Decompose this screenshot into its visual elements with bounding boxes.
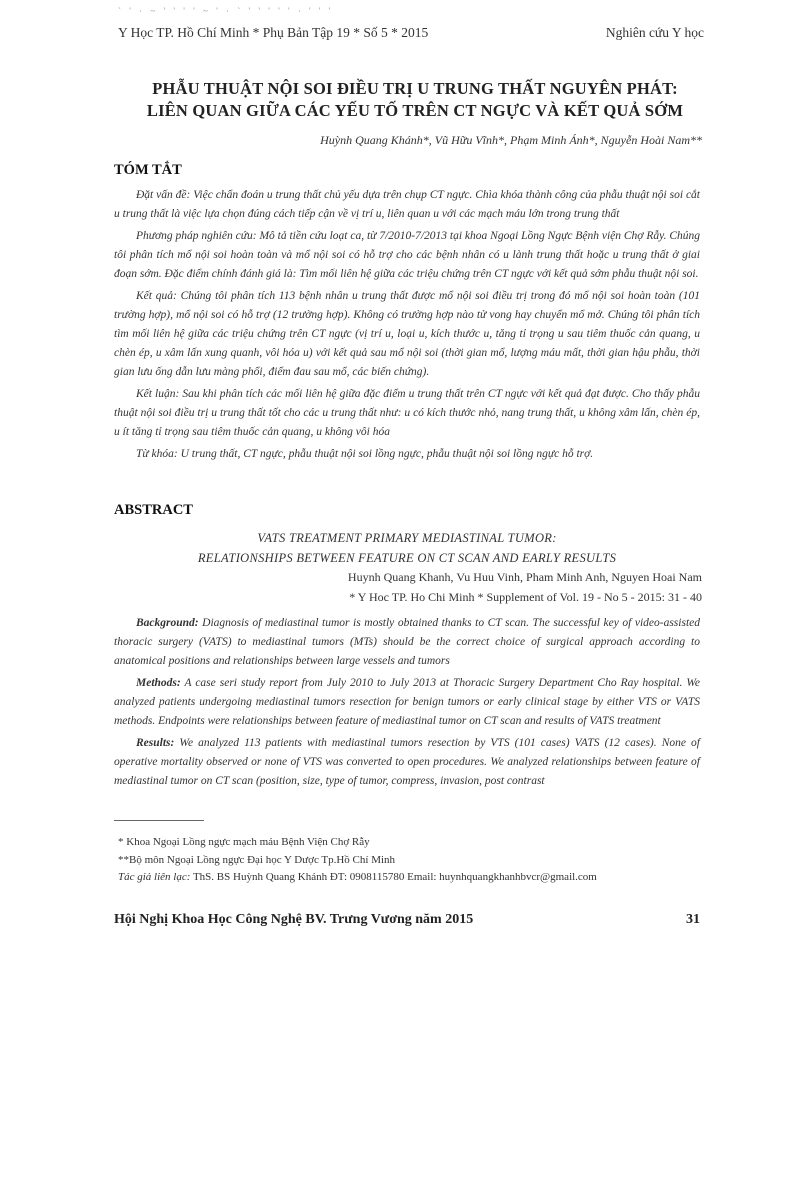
footnote-divider xyxy=(114,820,204,821)
english-title-line-2: RELATIONSHIPS BETWEEN FEATURE ON CT SCAN AND EARLY RESULTS xyxy=(197,551,617,565)
paragraph-phuong-phap xyxy=(114,227,700,284)
text-tu-khoa: U trung thất, CT ngực, phẫu thuật nội soi lồng ngực, phẫu thuật nội soi lồng ngực hỗ trợ. xyxy=(177,448,594,460)
contact-details: ThS. BS Huỳnh Quang Khánh ĐT: 0908115780 Email: huynhquangkhanhbvcr@gmail.com xyxy=(190,871,597,883)
footnote-contact xyxy=(118,871,597,883)
text-background: Diagnosis of mediastinal tumor is mostly obtained thanks to CT scan. The successful key of video-assisted thoracic surgery (VATS) to mediastinal tumors (MTs) should be the correct choice of surgical approach according to anatomical positions and relationships between large vessels and tumors xyxy=(114,617,700,667)
footer-conference: Hội Nghị Khoa Học Công Nghệ BV. Trưng Vương năm 2015 xyxy=(114,912,474,927)
running-header-section: Nghiên cứu Y học xyxy=(605,25,704,40)
label-results: Results: xyxy=(136,737,175,749)
paragraph-tu-khoa xyxy=(114,445,700,464)
authors-english: Huynh Quang Khanh, Vu Huu Vinh, Pham Minh Anh, Nguyen Hoai Nam xyxy=(347,570,702,584)
label-ket-luan: Kết luận: xyxy=(136,388,180,400)
authors-vietnamese: Huỳnh Quang Khánh*, Vũ Hữu Vĩnh*, Phạm Minh Ánh*, Nguyễn Hoài Nam** xyxy=(320,133,702,147)
label-phuong-phap: Phương pháp nghiên cứu: xyxy=(136,230,257,242)
paragraph-ket-luan xyxy=(114,385,700,442)
text-dat-van-de: Việc chẩn đoán u trung thất chủ yếu dựa trên chụp CT ngực. Chìa khóa thành công của phẫu thuật nội soi cắt u trung thất là việc lựa chọn đúng cách tiếp cận về vị trí u, liên quan u với các mạch máu lớn trong trung thất xyxy=(114,189,700,220)
label-tu-khoa: Từ khóa: xyxy=(136,448,178,460)
text-ket-qua: Chúng tôi phân tích 113 bệnh nhân u trung thất được mổ nội soi điều trị trong đó mổ nội soi hoàn toàn (101 trường hợp), mổ nội soi có hỗ trợ (12 trường hợp). Không có trường hợp nào tử vong hay chuyển mổ mở. Chúng tôi phân tích tìm mối liên hệ giữa các triệu chứng trên CT ngực (vị trí u, loại u, kích thước u, tăng tỉ trọng u sau tiêm thuốc cản quang, u chèn ép, u xâm lấn xung quanh, vôi hóa u) với kết quả sau mổ nội soi (thời gian mổ, lượng máu mất, thời gian hậu phẫu, thời gian lưu ống dẫn lưu màng phổi, điểm đau sau mổ, các biến chứng). xyxy=(114,290,700,378)
paragraph-results xyxy=(114,734,700,791)
running-header-journal: Y Học TP. Hồ Chí Minh * Phụ Bản Tập 19 * Số 5 * 2015 xyxy=(118,25,429,40)
text-methods: A case seri study report from July 2010 to July 2013 at Thoracic Surgery Department Cho Ray hospital. We analyzed patients undergoing mediastinal tumors resection for benign tumors or early clinical stage by either VTS or VATS methods. Endpoints were relationships between feature of mediastinal tumor on CT scan and results of VATS treatment xyxy=(114,677,700,727)
contact-label: Tác giả liên lạc: xyxy=(118,871,191,883)
heading-abstract: ABSTRACT xyxy=(114,502,193,518)
footnote-affiliation-1: * Khoa Ngoại Lồng ngực mạch máu Bệnh Viện Chợ Rẫy xyxy=(118,836,370,848)
text-phuong-phap: Mô tả tiền cứu loạt ca, từ 7/2010-7/2013 tại khoa Ngoại Lồng Ngực Bệnh viện Chợ Rẫy. Chúng tôi phân tích mổ nội soi hoàn toàn và mổ nội soi có hỗ trợ cho các bệnh nhân có u lành trung thất hoặc u trung thất ở giai đoạn sớm. Đặc điểm chính đánh giá là: Tìm mối liên hệ giữa các triệu chứng trên CT ngực với kết quả sớm phẫu thuật nội soi. xyxy=(114,230,700,280)
paragraph-dat-van-de xyxy=(114,186,700,224)
tom-tat-body xyxy=(114,186,700,464)
label-background: Background: xyxy=(136,617,199,629)
english-title-line-1: VATS TREATMENT PRIMARY MEDIASTINAL TUMOR: xyxy=(257,531,557,545)
paragraph-methods xyxy=(114,674,700,731)
page-number: 31 xyxy=(686,912,700,927)
paragraph-ket-qua xyxy=(114,287,700,382)
article-title-line-1: PHẪU THUẬT NỘI SOI ĐIỀU TRỊ U TRUNG THẤT NGUYÊN PHÁT: xyxy=(152,79,678,98)
label-methods: Methods: xyxy=(136,677,181,689)
footnote-affiliation-2: **Bộ môn Ngoại Lồng ngực Đại học Y Dược Tp.Hồ Chí Minh xyxy=(118,854,396,866)
heading-tom-tat: TÓM TẮT xyxy=(114,162,182,178)
article-title-line-2: LIÊN QUAN GIỮA CÁC YẾU TỐ TRÊN CT NGỰC VÀ KẾT QUẢ SỚM xyxy=(146,101,684,120)
abstract-body xyxy=(114,614,700,791)
paragraph-background xyxy=(114,614,700,671)
citation-line: * Y Hoc TP. Ho Chi Minh * Supplement of Vol. 19 - No 5 - 2015: 31 - 40 xyxy=(349,590,702,604)
text-ket-luan: Sau khi phân tích các mối liên hệ giữa đặc điểm u trung thất trên CT ngực với kết quả đạt được. Cho thấy phẫu thuật nội soi điều trị u trung thất tốt cho các u trung thất như: u có kích thước nhỏ, nang trung thất, u không xâm lấn, chèn ép, u ít tăng tỉ trọng sau tiêm thuốc cản quang, u không vôi hóa xyxy=(114,388,700,438)
label-dat-van-de: Đặt vấn đề: xyxy=(136,189,191,201)
scan-artifact: ` ' · ~ ' ' ' ' ~ ' · ` ' ' ' ' ' · ' ' ' xyxy=(118,6,334,16)
text-results: We analyzed 113 patients with mediastinal tumors resection by VTS (101 cases) VATS (12 cases). None of operative mortality observed or none of VTS was converted to open procedures. We analyzed relationships between feature of mediastinal tumor on CT scan (position, size, type of tumor, compress, invasion, post contrast xyxy=(114,737,700,787)
label-ket-qua: Kết quả: xyxy=(136,290,177,302)
